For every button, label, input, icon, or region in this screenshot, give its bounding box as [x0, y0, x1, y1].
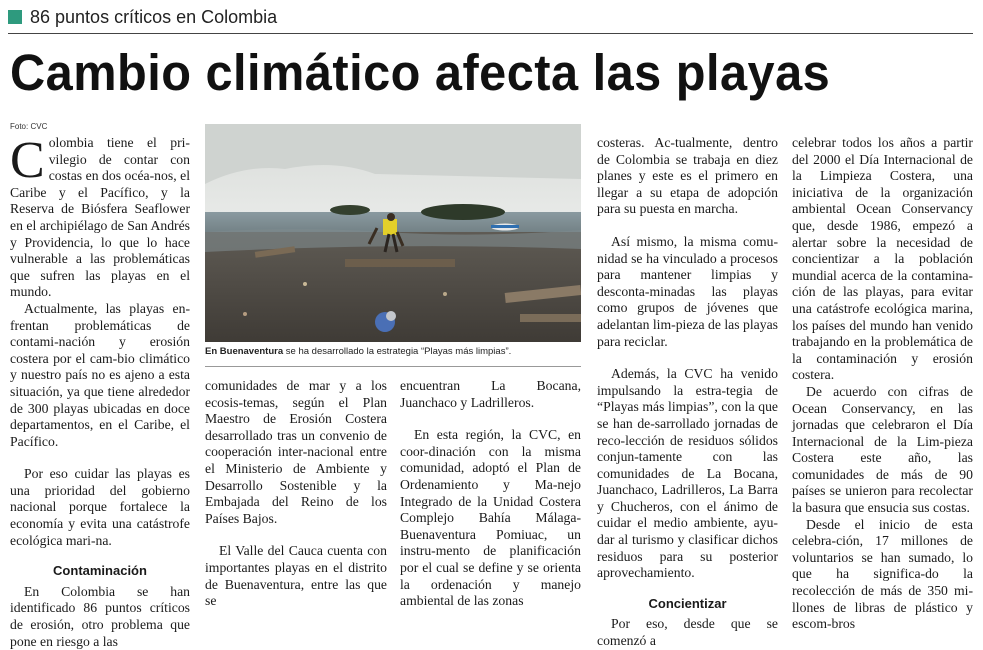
headline: Cambio climático afecta las playas	[10, 44, 831, 101]
paragraph: comunidades de mar y a los ecosis-temas, según el Plan Maestro de Erosión Costera desarrollado tras un convenio de cooperación inter-nacional entre el Ministerio de Ambiente y Desarrollo Sostenible y la Embajada del Reino de los Países Bajos.	[205, 378, 387, 526]
paragraph: Desde el inicio de esta celebra-ción, 17 millones de voluntarios se han sumado, lo que ha significa-do la recolección de más de 350 mi-llones de libras de plástico y escom-bros	[792, 516, 973, 632]
paragraph: En Colombia se han identificado 86 puntos críticos de erosión, otro problema que pone en riesgo a las	[10, 583, 190, 649]
paragraph: Por eso cuidar las playas es una prioridad del gobierno nacional porque fortalece la economía y evita una catástrofe ecológica mari-na.	[10, 466, 190, 548]
paragraph: celebrar todos los años a partir del 2000 el Día Internacional de la Limpieza Costera, una iniciativa de la organización ambiental Ocean Conservancy que, desde 1986, empezó a alertar sobre la necesidad de concientizar a la población mundial acerca de la contamina-ción de las playas, para evitar una catástrofe ecológica marina, los países del mundo han venido trabajando en la problemática de la contaminación y erosión costera.	[792, 135, 973, 383]
subhead-contaminacion: Contaminación	[53, 563, 147, 579]
caption-lead: En Buenaventura	[205, 346, 284, 357]
paragraph: El Valle del Cauca cuenta con importantes playas en el distrito de Buenaventura, entre las que se	[205, 543, 387, 609]
drop-cap: C	[10, 132, 45, 189]
paragraph: En esta región, la CVC, en coor-dinación con la misma comunidad, adoptó el Plan de Ordenamiento y Ma-nejo Integrado de la Unidad Costera Complejo Bahía Málaga-Buenaventura Pomiuac, un instru-mento de planificación por el cual se define y se orienta la ordenación y manejo ambiental de las zonas	[400, 427, 581, 609]
beach-photo-image	[205, 124, 581, 342]
paragraph: Por eso, desde que se comenzó a	[597, 616, 778, 649]
paragraph: Así mismo, la misma comu-nidad se ha vinculado a procesos para mantener limpias y desconta-minadas las playas como grupos de jóvenes que adelantan lim-pieza de las playas para reciclar.	[597, 233, 778, 349]
article-column-4	[597, 135, 778, 650]
article-column-3	[400, 378, 581, 610]
subhead-concientizar: Concientizar	[648, 595, 727, 611]
caption-rule	[205, 366, 581, 367]
paragraph: Además, la CVC ha venido impulsando la estra-tegia de “Playas más limpias”, con la que se han de-sarrollado jornadas de reco-lección de residuos sólidos conjun-tamente con las comunidades de La Bocana, Juanchaco, Ladrilleros, La Barra y Chucheros, con el ánimo de cuidar el medio ambiente, ayu-dar al turismo y clasificar dichos residuos para su posterior aprovechamiento.	[597, 366, 778, 581]
paragraph: De acuerdo con cifras de Ocean Conservancy, en las jornadas que celebraron el Día Internacional de la Lim-pieza Costera este año, las comunidades de más de 90 países se unieron para recolectar la basura que ensucia sus costas.	[792, 383, 973, 516]
kicker-square-icon	[8, 10, 22, 24]
caption-text: se ha desarrollado la estrategia “Playas más limpias”.	[283, 346, 512, 357]
beach-photo	[205, 124, 581, 342]
paragraph: Colombia tiene el pri-vilegio de contar con costas en dos océa-nos, el Caribe y el Pacífico, y la Reserva de Biósfera Seaflower en el archipiélago de San Andrés y Providencia, lo que lo hace vulnerable a las problemáticas que sufren las playas en el mundo.	[10, 132, 190, 300]
photo-credit: Foto: CVC	[10, 122, 48, 131]
paragraph: encuentran La Bocana, Juanchaco y Ladrilleros.	[400, 378, 581, 410]
article-column-2	[205, 378, 387, 610]
paragraph: costeras. Ac-tualmente, dentro de Colombia se trabaja en diez planes y este es el primero en llegar a su etapa de adopción para su puesta en marcha.	[597, 135, 778, 217]
photo-caption	[205, 346, 581, 357]
article-column-5	[792, 135, 973, 633]
article-column-1	[10, 132, 190, 650]
header-rule	[8, 33, 973, 34]
paragraph: Actualmente, las playas en-frentan problemáticas de contami-nación y erosión costera por el cam-bio climático y nuestro país no es ajeno a esta situación, ya que tiene alrededor de 300 playas ubicadas en doce departamentos, en el Caribe, el Pacífico.	[10, 300, 190, 449]
kicker-text: 86 puntos críticos en Colombia	[30, 6, 278, 27]
section-kicker	[8, 6, 277, 28]
